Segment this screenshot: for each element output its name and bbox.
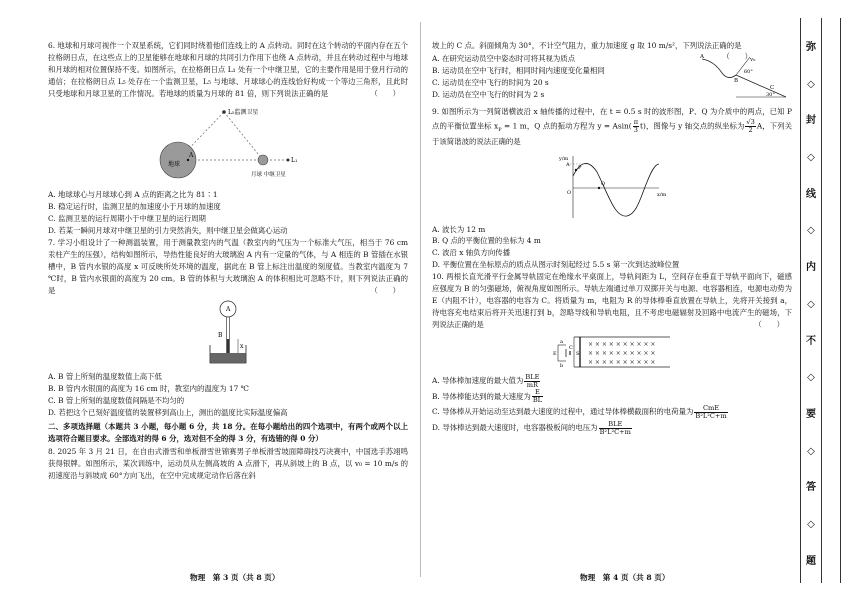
binding-char: 封 — [806, 115, 816, 127]
earth-label: 地球 — [168, 160, 181, 168]
svg-text:× × × × × × × × × ×: × × × × × × × × × × — [588, 350, 656, 358]
q10-option-d: D. 导体棒达到最大速度时，电容器极板间的电压为 $\frac{\text{BLE}}{\text{B²L²C+m}}$ — [432, 419, 631, 436]
binding-char: ◇ — [807, 372, 815, 384]
q8-option-b: B. 运动员在空中飞行时，相同时间内速度变化量相同 — [432, 65, 605, 75]
q8-option-c: C. 运动员在空中飞行的时间为 20 s — [432, 77, 549, 87]
x-axis-label: x/m — [657, 191, 667, 198]
q6-option-a: A. 地球球心与月球球心到 A 点的距离之比为 81∶1 — [48, 189, 218, 199]
binding-char: ◇ — [807, 518, 815, 530]
section-2-heading: 二、多项选择题（本题共 3 小题，每小题 6 分，共 18 分。在每小题给出的四个选项中，有两个或两个以上选项符合题目要求。全部选对的得 6 分，选对但不全的得 3 分，有选错的得 0 分） — [48, 421, 408, 443]
q9-option-a: A. 波长为 12 m — [432, 224, 486, 234]
y-axis-label: y/m — [559, 155, 569, 162]
q8-stem: 8. 2025 年 3 月 21 日，在自由式滑雪和单板滑雪世锦赛男子单板滑雪坡面障碍技巧决赛中，中国选手苏翊鸣获得银牌。如图所示，某次训练中，运动员从左侧高坡的 A 点滑下，再从斜坡上的 B 点，以 v₀ = 10 m/s 的初速度沿与斜坡成 60°方向飞出，在空中完成规定动作后落在斜 — [48, 446, 408, 480]
earth-circle — [160, 142, 196, 178]
binding-char: ◇ — [807, 78, 815, 90]
p-point — [575, 168, 577, 170]
binding-char: ◇ — [807, 225, 815, 237]
q6-figure — [138, 102, 318, 187]
q9-option-d: D. 平衡位置在坐标原点的质点从图示时刻起经过 5.5 s 第一次到达波峰位置 — [432, 260, 680, 270]
c-label: C — [569, 345, 573, 352]
q10-option-c: C. 导体棒从开始运动至达到最大速度的过程中，通过导体棒横截面积的电荷量为 $\frac{\text{CmE}}{\text{B²L²C+m}}$ — [432, 404, 727, 420]
a-label: A — [226, 305, 231, 313]
binding-char: 答 — [806, 482, 816, 494]
angle-30-label: 30° — [766, 91, 775, 98]
binding-char: ◇ — [807, 152, 815, 164]
l5-point — [222, 110, 226, 114]
p-label: P — [578, 164, 582, 171]
q9-option-c: C. 波沿 x 轴负方向传播 — [432, 248, 511, 258]
left-page — [48, 40, 408, 483]
q7-figure — [198, 299, 258, 369]
q6-option-c: C. 监测卫星的运行周期小于中继卫星的运行周期 — [48, 213, 206, 223]
binding-char: 线 — [806, 188, 816, 200]
answer-paren: （ ） — [370, 285, 400, 295]
q10-figure — [552, 333, 672, 371]
q9-stem: 9. 如图所示为一列简谐横波沿 x 轴传播的过程中，在 t = 0.5 s 时的波形图，P、Q 为介质中的两点，已知 P 点的平衡位置坐标 $x_P = 1$ m，Q 点的振动方程为 y = Asin( $\frac{\pi}{3}$ t)，图像与 y 轴交点的纵坐标为 $\frac{√3}{2}$ A，下列关于该简谐波的说法正确的是 — [432, 106, 792, 147]
wave-curve — [573, 163, 659, 216]
l1-label: L₁ — [291, 156, 298, 164]
q7-option-a: A. B 管上所刻的温度数值上高下低 — [48, 371, 162, 381]
moon-label: 月球 中继卫星 — [251, 171, 286, 178]
svg-text:× × × × × × × × × ×: × × × × × × × × × × — [588, 341, 656, 349]
q8-figure — [700, 53, 790, 103]
answer-paren: （ ） — [754, 320, 784, 330]
binding-notice — [804, 40, 818, 570]
moon-circle — [258, 155, 268, 165]
x-label: x — [240, 342, 244, 350]
binding-char: 弥 — [806, 42, 816, 53]
c-label: C — [770, 84, 775, 91]
q9-figure — [557, 152, 667, 222]
page-divider — [420, 22, 421, 577]
binding-char: 要 — [806, 408, 816, 420]
q9-fraction-sqrt3-2: $\frac{√3}{2}$ — [746, 118, 755, 134]
answer-paren: （ ） — [722, 51, 752, 61]
amplitude-label: A — [566, 161, 570, 168]
v0-label: v₀ — [750, 56, 756, 63]
q8-options-block — [432, 53, 792, 105]
right-footer: 物理 第 4 页（共 8 页） — [580, 573, 670, 582]
binding-char: ◇ — [807, 298, 815, 310]
magnetic-field-crosses — [588, 341, 655, 366]
binding-edge-line — [840, 18, 841, 583]
left-footer: 物理 第 3 页（共 8 页） — [190, 573, 280, 582]
l1-point — [287, 158, 290, 161]
e-label: E — [553, 351, 557, 358]
answer-paren: （ ） — [370, 88, 400, 98]
angle-60-label: 60° — [744, 68, 753, 75]
svg-text:× × × × × × × × × ×: × × × × × × × × × × — [588, 359, 656, 367]
a-point — [187, 159, 189, 161]
b-label: B — [734, 77, 739, 84]
q7-option-c: C. B 管上所刻的温度数值间隔是不均匀的 — [48, 395, 185, 405]
binding-char: ◇ — [807, 445, 815, 457]
right-page — [432, 40, 792, 436]
b-label: B — [218, 331, 223, 339]
incline — [736, 75, 786, 97]
origin-label: O — [567, 189, 572, 196]
b-label: b — [560, 363, 564, 370]
q9-option-b: B. Q 点的平衡位置的坐标为 4 m — [432, 236, 541, 246]
q8-stem-continued: 坡上的 C 点。斜面倾角为 30°，不计空气阻力，重力加速度 g 取 10 m/s²，下列说法正确的是 — [432, 41, 742, 50]
q-point — [598, 186, 600, 188]
q10-option-b: B. 导体棒能达到的最大速度为 $\frac{E}{BL}$ — [432, 388, 543, 405]
a-label: a — [560, 339, 563, 346]
binding-char: 内 — [806, 262, 816, 274]
q-label: Q — [601, 180, 606, 187]
a-label: A — [700, 53, 704, 60]
q8-option-a: A. 在研究运动员空中姿态时可将其视为质点 — [432, 53, 576, 63]
binding-char: 题 — [806, 555, 816, 567]
q9-fraction-pi3: $\frac{\pi}{3}$ — [633, 118, 639, 134]
slope-curve — [702, 59, 736, 78]
q10-stem: 10. 两根长直光滑平行金属导轨固定在绝缘水平桌面上，导轨间距为 L，空间存在垂直于导轨平面向下，磁感应强度为 B 的匀强磁场，俯视角度如图所示。导轨左端通过单刀双掷开关与电源、电容器相连，电源电动势为 E（内阻不计），电容器的电容为 C。将质量为 m，电阻为 R 的导体棒垂直放置在导轨上，先将开关接到 a，待电容充电结束后将开关迅速打到 b，忽略导线和导轨电阻，且不考虑电磁辐射及回路中电流产生的磁场，下列说法正确的是 （ ） — [432, 272, 792, 330]
l5-label: L₅监测卫星 — [228, 108, 259, 116]
q7-option-d: D. 若把这个已刻好温度值的装置移到高山上，测出的温度比实际温度偏高 — [48, 407, 288, 417]
q7-option-b: B. B 管内水银面的高度为 16 cm 时，教室内的温度为 17 ℃ — [48, 383, 249, 393]
q8-option-d: D. 运动员在空中飞行的时间为 2 s — [432, 89, 545, 99]
a-label: A — [189, 151, 194, 159]
mercury-pool — [211, 353, 246, 363]
q6-option-d: D. 若某一瞬间月球对中继卫星的引力突然消失，则中继卫星会做离心运动 — [48, 225, 288, 235]
q7-stem: 7. 学习小组设计了一种测温装置，用于测量教室内的气温（教室内的气压为一个标准大气压，相当于 76 cm 汞柱产生的压强），结构如图所示，导热性能良好的大玻璃泡 A 内有一定量的气体，与 A 相连的 B 管插在水银槽中，B 管内水银的高度 x 可反映所处环境的温度，据此在 B 管上标注出温度的刻度值。当教室内温度为 7 ℃时，B 管内水银面的高度为 20 cm。B 管的体积与大玻璃泡 A 的体积相比可忽略不计，则下列说法正确的是 （ ） — [48, 237, 408, 295]
binding-char: 不 — [806, 335, 816, 347]
q6-option-b: B. 稳定运行时，监测卫星的加速度小于月球的加速度 — [48, 201, 221, 211]
q6-stem: 6. 地球和月球可视作一个双星系统，它们同时绕着他们连线上的 A 点转动。同时在这个转动的平面内存在五个拉格朗日点，在这些点上的卫星能够在地球和月球的共同引力作用下也绕 A 点转动，并且在转动过程中与地球和月球的相对位置保持不变。如图所示，在拉格朗日点 L₁ 处有一个中继卫星，它的主要作用是用于登月行动的通信；在拉格朗日点 L₅ 处存在一个监测卫星，L₅ 与地球、月球球心的连线恰好构成一个等边三角形，且此时只受地球和月球卫星的工作情况。若地球的质量为月球的 81 倍，则下列说法正确的是 （ ） — [48, 41, 408, 98]
q10-option-a: A. 导体棒加速度的最大值为 $\frac{\text{BLE}}{mR}$ — [432, 372, 540, 389]
s-label: S — [576, 351, 580, 358]
